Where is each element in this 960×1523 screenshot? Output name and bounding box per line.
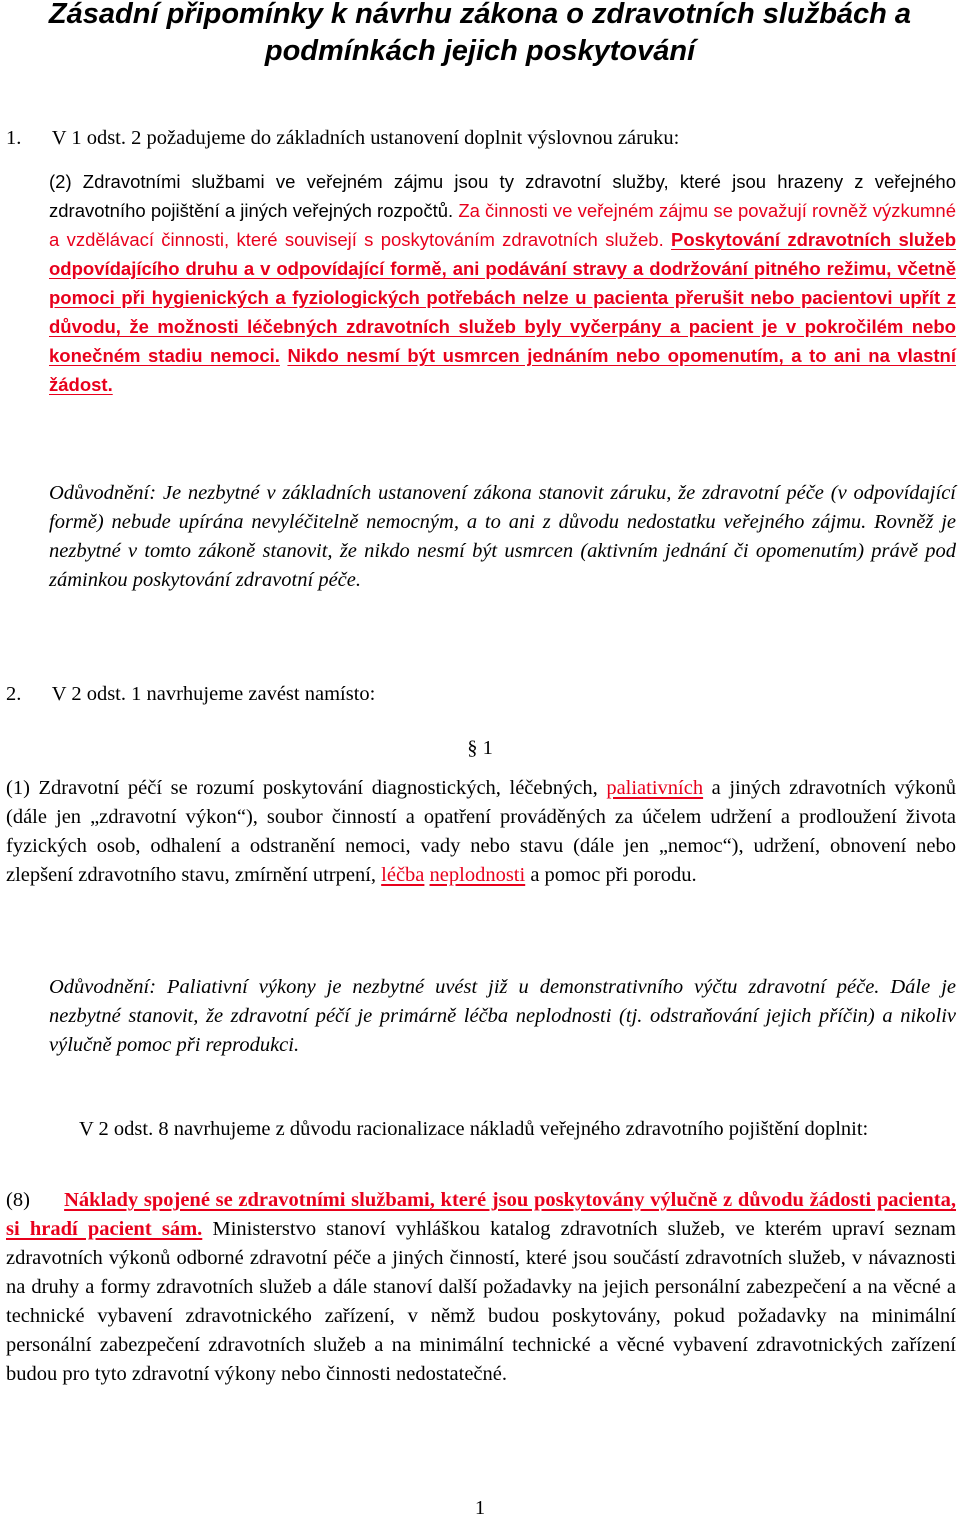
document-title (0, 0, 960, 70)
item-2-para-red-2b: neplodnosti (429, 864, 526, 886)
item-1-para-bold-2: Nikdo nesmí být usmrcen jednáním nebo opomenutím, a to ani na vlastní žádost. (49, 345, 956, 395)
item-3-intro: V 2 odst. 8 navrhujeme z důvodu racionalizace nákladů veřejného zdravotního pojištění doplnit: (79, 1118, 869, 1140)
item-2-reasoning: Odůvodnění: Paliativní výkony je nezbytné uvést již u demonstrativního výčtu zdravotní péče. Dále je nezbytné stanovit, že zdravotní péčí je primárně léčba neplodnosti (tj. odstraňování jejich příčin) a nikoliv výlučně pomoc při reprodukci. (49, 976, 956, 1056)
item-2-intro-text: V 2 odst. 1 navrhujeme zavést namísto: (51, 683, 376, 705)
item-2-para-a: (1) Zdravotní péčí se rozumí poskytování diagnostických, léčebných, (6, 777, 598, 799)
item-1-reasoning: Odůvodnění: Je nezbytné v základních ustanovení zákona stanovit záruku, že zdravotní péče (v odpovídající formě) nebude upírána nevyléčitelně nemocným, a to ani z důvodu nedostatku veřejného zájmu. Rovněž je nezbytné v tomto zákoně stanovit, že nikdo nesmí být usmrcen (aktivním jednání či opomenutím) právě pod záminkou poskytování zdravotní péče. (49, 482, 956, 591)
item-2-para-red-2a: léčba (381, 864, 425, 886)
item-2-para-c: a pomoc při porodu. (530, 864, 697, 886)
item-1-proposed-paragraph (49, 167, 956, 399)
item-3-para-number: (8) (6, 1189, 30, 1211)
item-1-para-lead: (2) Zdravotními službami ve veřejném zájmu jsou ty zdravotní služby, které jsou hrazeny z veřejného zdravotního pojištění a jiných veřejných rozpočtů. (49, 171, 956, 221)
item-2-number: 2. (6, 683, 22, 705)
title-line-2: podmínkách jejich poskytování (264, 35, 696, 67)
title-line-1: Zásadní připomínky k návrhu zákona o zdravotních službách a (48, 0, 912, 30)
item-1-para-bold-1: Poskytování zdravotních služeb odpovídajícího druhu a v odpovídající formě, ani podávání stravy a dodržování pitného režimu, včetně pomoci při hygienických a fyziologických potřebách nelze u pacienta přerušit nebo pacientovi upřít z důvodu, že možnosti léčebných zdravotních služeb byly vyčerpány a pacient je v pokročilém nebo konečném stadiu nemoci. (49, 229, 957, 366)
item-1-intro (6, 124, 946, 153)
item-2-proposed-paragraph (6, 774, 956, 890)
item-2-intro (6, 680, 946, 709)
section-mark: § 1 (467, 737, 493, 759)
item-2-para-red-1: paliativních (606, 777, 704, 799)
item-3-proposed-paragraph (6, 1186, 956, 1389)
page-number: 1 (474, 1497, 486, 1519)
item-1-intro-text: V 1 odst. 2 požadujeme do základních ustanovení doplnit výslovnou záruku: (51, 127, 680, 149)
item-1-number: 1. (6, 127, 22, 149)
item-3-para-bold: Náklady spojené se zdravotními službami, které jsou poskytovány výlučně z důvodu žádosti pacienta, si hradí pacient sám. (6, 1189, 956, 1240)
item-2-para-b: a jiných zdravotních výkonů (dále jen „zdravotní výkon“), soubor činností a opatření prováděných za účelem udržení a prodloužení života fyzických osob, odhalení a odstranění nemoci, vady nebo stavu (dále jen „nemoc“), udržení, obnovení nebo zlepšení zdravotního stavu, zmírnění utrpení, (6, 777, 957, 886)
item-1-para-red: Za činnosti ve veřejném zájmu se považují rovněž výzkumné a vzdělávací činnosti, které souvisejí s poskytováním zdravotních služeb. (49, 200, 956, 250)
item-3-para-rest: Ministerstvo stanoví vyhláškou katalog zdravotních služeb, ve kterém upraví seznam zdravotních výkonů odborné zdravotní péče a jiných činností, které jsou součástí zdravotních služeb, v návaznosti na druhy a formy zdravotních služeb a dále stanoví další požadavky na jejich personální zabezpečení a na věcné a technické vybavení zdravotnického zařízení, v němž budou poskytovány, pokud požadavky na minimální personální zabezpečení zdravotních služeb a na minimální technické a věcné vybavení zdravotnických zařízení budou pro tyto zdravotní výkony nebo činnosti nedostatečné. (6, 1218, 956, 1385)
